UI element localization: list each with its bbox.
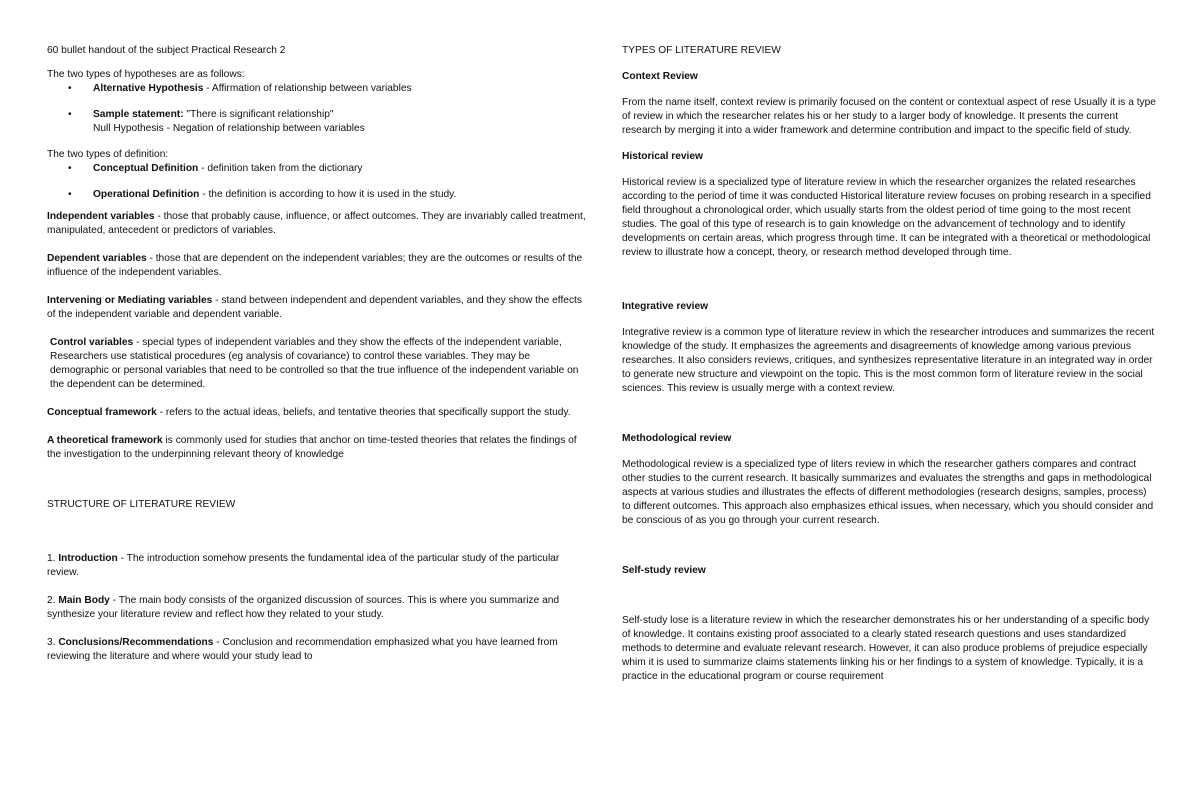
conceptual-framework-def: - refers to the actual ideas, beliefs, and tentative theories that specifically support the study. bbox=[156, 407, 571, 418]
selfstudy-review-body: Self-study lose is a literature review in which the researcher demonstrates his or her understanding of a specific body of knowledge. It contains existing proof associated to a clearly stated research questions and uses standardized methods to determine and evaluate relevant research. However, it can also produce problems of prejudice especially whim it is used to summarize claims statements linking his or her findings to a system of knowledge. Typically, it is a practice in the educational program or course requirement bbox=[622, 615, 1150, 682]
sample-statement-term: Sample statement: bbox=[93, 109, 184, 120]
left-column bbox=[47, 44, 587, 664]
operational-definition-term: Operational Definition bbox=[93, 189, 200, 200]
methodological-review-body: Methodological review is a specialized type of liters review in which the researcher gathers compares and contract other studies to the current research. It basically summarizes and evaluates the strengths and gaps in methodological aspects at various studies and illustrates the effects of different methodologies (research designs, samples, process) to different outcomes. This approach also emphasizes ethical issues, when necessary, which you should consider and be conscious of as you go through your current research. bbox=[622, 459, 1154, 526]
structure-term: Main Body bbox=[58, 595, 110, 606]
control-def: - special types of independent variables and they show the effects of the independent variable, Researchers use statistical procedures (eg analysis of covariance) to control these variables. They may be demographic or personal variables that need to be controlled so that the true influence of the independent variable on the dependent can be determined. bbox=[50, 337, 579, 390]
context-review-body: From the name itself, context review is primarily focused on the content or contextual aspect of rese Usually it is a type of review in which the researcher relates his or her study to a larger body of knowledge. It presents the current research by merging it into a wider framework and determine contribution and impact to the specific field of study. bbox=[622, 97, 1156, 136]
theoretical-framework bbox=[47, 434, 587, 462]
definition-intro: The two types of definition: bbox=[47, 149, 169, 160]
structure-item-1 bbox=[47, 552, 587, 580]
methodological-review-title: Methodological review bbox=[622, 433, 732, 444]
theoretical-framework-term: A theoretical framework bbox=[47, 435, 163, 446]
null-hypothesis: Null Hypothesis - Negation of relationship between variables bbox=[93, 123, 365, 134]
control-variables bbox=[47, 336, 587, 392]
right-column bbox=[622, 44, 1157, 684]
conceptual-framework bbox=[47, 406, 587, 420]
structure-item-3 bbox=[47, 636, 587, 664]
list-item bbox=[47, 188, 587, 202]
hypotheses-list bbox=[47, 82, 587, 136]
alt-hypothesis-def: - Affirmation of relationship between variables bbox=[203, 83, 412, 94]
bullet-icon: • bbox=[68, 109, 72, 120]
independent-variables bbox=[47, 210, 587, 238]
hypotheses-intro: The two types of hypotheses are as follows: bbox=[47, 69, 245, 80]
selfstudy-review-title: Self-study review bbox=[622, 565, 706, 576]
structure-def: - The introduction somehow presents the fundamental idea of the particular study of the particular review. bbox=[47, 553, 560, 578]
integrative-review-body: Integrative review is a common type of literature review in which the researcher introduces and summarizes the recent knowledge of the study. It emphasizes the agreements and disagreements of knowledge among various previous researches. It also considers reviews, critiques, and synthesizes representative literature in an integrated way in order to generate new structure and viewpoint on the topic. This is the most common form of literature review in the social sciences. This review is usually merge with a context review. bbox=[622, 327, 1155, 394]
structure-num: 1. bbox=[47, 553, 59, 564]
intervening-term: Intervening or Mediating variables bbox=[47, 295, 213, 306]
operational-definition-def: - the definition is according to how it is used in the study. bbox=[199, 189, 457, 200]
integrative-review-title: Integrative review bbox=[622, 301, 709, 312]
list-item bbox=[47, 82, 587, 96]
conceptual-framework-term: Conceptual framework bbox=[47, 407, 157, 418]
bullet-icon: • bbox=[68, 83, 72, 94]
independent-term: Independent variables bbox=[47, 211, 155, 222]
structure-def: - The main body consists of the organized discussion of sources. This is where you summarize and synthesize your literature review and reflect how they related to your study. bbox=[47, 595, 560, 620]
sample-statement-def: "There is significant relationship" bbox=[183, 109, 334, 120]
dependent-variables bbox=[47, 252, 587, 280]
handout-title: 60 bullet handout of the subject Practical Research 2 bbox=[47, 45, 286, 56]
conceptual-definition-def: - definition taken from the dictionary bbox=[198, 163, 363, 174]
structure-term: Conclusions/Recommendations bbox=[58, 637, 214, 648]
dependent-def: - those that are dependent on the independent variables; they are the outcomes or results of the influence of the independent variables. bbox=[47, 253, 583, 278]
alt-hypothesis-term: Alternative Hypothesis bbox=[93, 83, 204, 94]
context-review-title: Context Review bbox=[622, 71, 698, 82]
types-heading: TYPES OF LITERATURE REVIEW bbox=[622, 45, 781, 56]
structure-heading: STRUCTURE OF LITERATURE REVIEW bbox=[47, 499, 236, 510]
structure-item-2 bbox=[47, 594, 587, 622]
theoretical-framework-def: is commonly used for studies that anchor on time-tested theories that relates the findings of the investigation to the underpinning relevant theory of knowledge bbox=[47, 435, 577, 460]
structure-def: - Conclusion and recommendation emphasized what you have learned from reviewing the literature and where would your study lead to bbox=[47, 637, 558, 662]
control-term: Control variables bbox=[50, 337, 134, 348]
intervening-def: - stand between independent and dependent variables, and they show the effects of the independent variable and dependent variable. bbox=[47, 295, 582, 320]
definition-list bbox=[47, 162, 587, 202]
conceptual-definition-term: Conceptual Definition bbox=[93, 163, 199, 174]
historical-review-body: Historical review is a specialized type of literature review in which the researcher organizes the related researches according to the period of time it was conducted Historical literature review focuses on probing research in a specified field throughout a chronological order, which usually starts from the oldest period of time going to the most recent studies. The goal of this type of research is to gain knowledge on the advancement of technology and to identify developments on certain areas, which progress through time. It can be integrated with a theoretical or methodological review to illustrate how a concept, theory, or research method developed through time. bbox=[622, 177, 1151, 258]
list-item bbox=[47, 162, 587, 176]
intervening-variables bbox=[47, 294, 587, 322]
bullet-icon: • bbox=[68, 189, 72, 200]
bullet-icon: • bbox=[68, 163, 72, 174]
structure-term: Introduction bbox=[58, 553, 118, 564]
structure-num: 2. bbox=[47, 595, 59, 606]
historical-review-title: Historical review bbox=[622, 151, 703, 162]
independent-def: - those that probably cause, influence, or affect outcomes. They are invariably called treatment, manipulated, antecedent or predictors of variables. bbox=[47, 211, 586, 236]
list-item bbox=[47, 108, 587, 136]
structure-num: 3. bbox=[47, 637, 59, 648]
dependent-term: Dependent variables bbox=[47, 253, 147, 264]
